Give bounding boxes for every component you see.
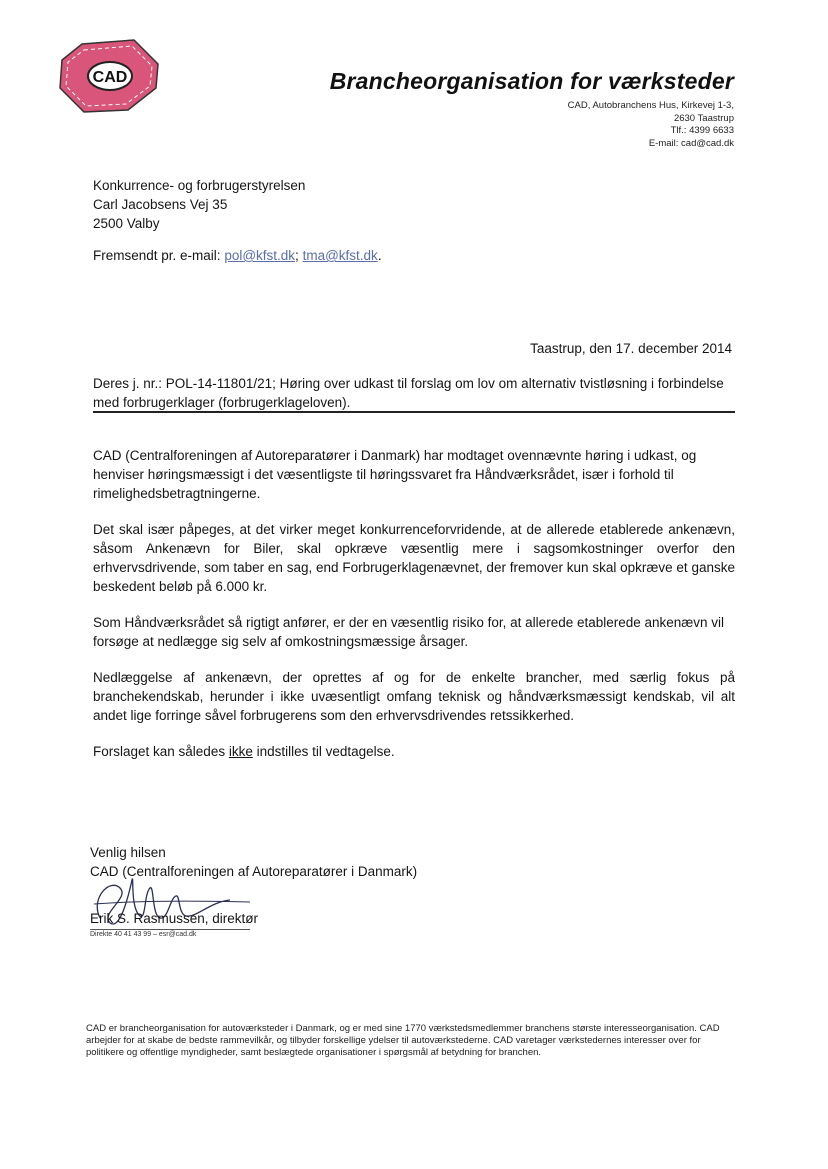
sent-label: Fremsendt pr. e-mail: <box>93 248 221 263</box>
paragraph-1: CAD (Centralforeningen af Autoreparatører i Danmark) har modtaget ovennævnte høring i udkast, og henviser høringsmæssigt i det væsentligste til høringssvaret fra Håndværksrådet, især i forhold til rimelighedsbetragtningerne. <box>93 448 697 501</box>
recipient-address <box>93 176 305 233</box>
letter-body <box>93 446 735 778</box>
paragraph-2: Det skal især påpeges, at det virker meget konkurrenceforvridende, at de allerede etablerede ankenævn, såsom Ankenævn for Biler, skal opkræve væsentlig mere i sagsomkostninger overfor den erhvervsdrivende, som taber en sag, end Forbrugerklagenævnet, der fremover kun skal opkræve et ganske beskedent beløb på 6.000 kr. <box>93 522 735 594</box>
paragraph-5 <box>93 742 735 761</box>
email-separator: ; <box>295 248 299 263</box>
recipient-name: Konkurrence- og forbrugerstyrelsen <box>93 178 306 193</box>
org-contact-info <box>568 100 734 150</box>
paragraph-4: Nedlæggelse af ankenævn, der oprettes af og for de enkelte brancher, med særlig fokus på branchekendskab, herunder i ikke uvæsentligt omfang teknisk og håndværksmæssigt kendskab, vil alt andet lige forringe såvel forbrugerens som den erhvervsdrivendes retssikkerhed. <box>93 670 735 723</box>
cad-logo <box>54 36 164 114</box>
subject-line2: med forbrugerklager (forbrugerklageloven). <box>93 395 351 410</box>
subject-line <box>93 374 743 412</box>
signer-name: Erik S. Rasmussen, direktør <box>90 911 259 926</box>
org-address-line1: CAD, Autobranchens Hus, Kirkevej 1-3, <box>567 100 734 111</box>
closing-org: CAD (Centralforeningen af Autoreparatører i Danmark) <box>90 864 418 879</box>
p5-underlined: ikke <box>228 744 253 759</box>
sent-by-email <box>93 248 382 263</box>
signer-contact: Direkte 40 41 43 99 – esr@cad.dk <box>90 931 197 938</box>
subject-line1: Deres j. nr.: POL-14-11801/21; Høring over udkast til forslag om lov om alternativ tvistløsning i forbindelse <box>93 376 724 391</box>
p5-before: Forslaget kan således <box>93 744 229 759</box>
letter-date: Taastrup, den 17. december 2014 <box>530 341 732 356</box>
recipient-city: 2500 Valby <box>93 216 160 231</box>
p5-after: indstilles til vedtagelse. <box>252 744 395 759</box>
email-link-pol[interactable]: pol@kfst.dk <box>224 248 296 263</box>
org-phone: Tlf.: 4399 6633 <box>670 125 734 136</box>
org-address-line2: 2630 Taastrup <box>673 112 734 124</box>
email-link-tma[interactable]: tma@kfst.dk <box>302 248 378 263</box>
closing-greeting: Venlig hilsen <box>90 845 166 860</box>
recipient-street: Carl Jacobsens Vej 35 <box>93 197 228 212</box>
paragraph-3: Som Håndværksrådet så rigtigt anfører, er der en væsentlig risiko for, at allerede etablerede ankenævn vil forsøge at nedlægge sig selv af omkostningsmæssige årsager. <box>93 615 725 649</box>
email-end: . <box>377 248 382 263</box>
logo-text: CAD <box>92 69 128 86</box>
handwritten-signature <box>80 858 280 938</box>
subject-divider <box>93 411 735 413</box>
org-name: Brancheorganisation for værksteder <box>329 68 734 94</box>
org-email: E-mail: cad@cad.dk <box>648 137 734 149</box>
signature-line <box>90 929 250 930</box>
footer-text: CAD er brancheorganisation for autoværksteder i Danmark, og er med sine 1770 værkstedsmedlemmer branchens største interesseorganisation. CAD arbejder for at skabe de bedste rammevilkår, og tilbyder forskellige ydelser til autoværkstederne. CAD varetager værkstedernes interesser over for politikere og offentlige myndigheder, samt beslægtede organisationer i spørgsmål af betydning for branchen. <box>86 1023 720 1058</box>
